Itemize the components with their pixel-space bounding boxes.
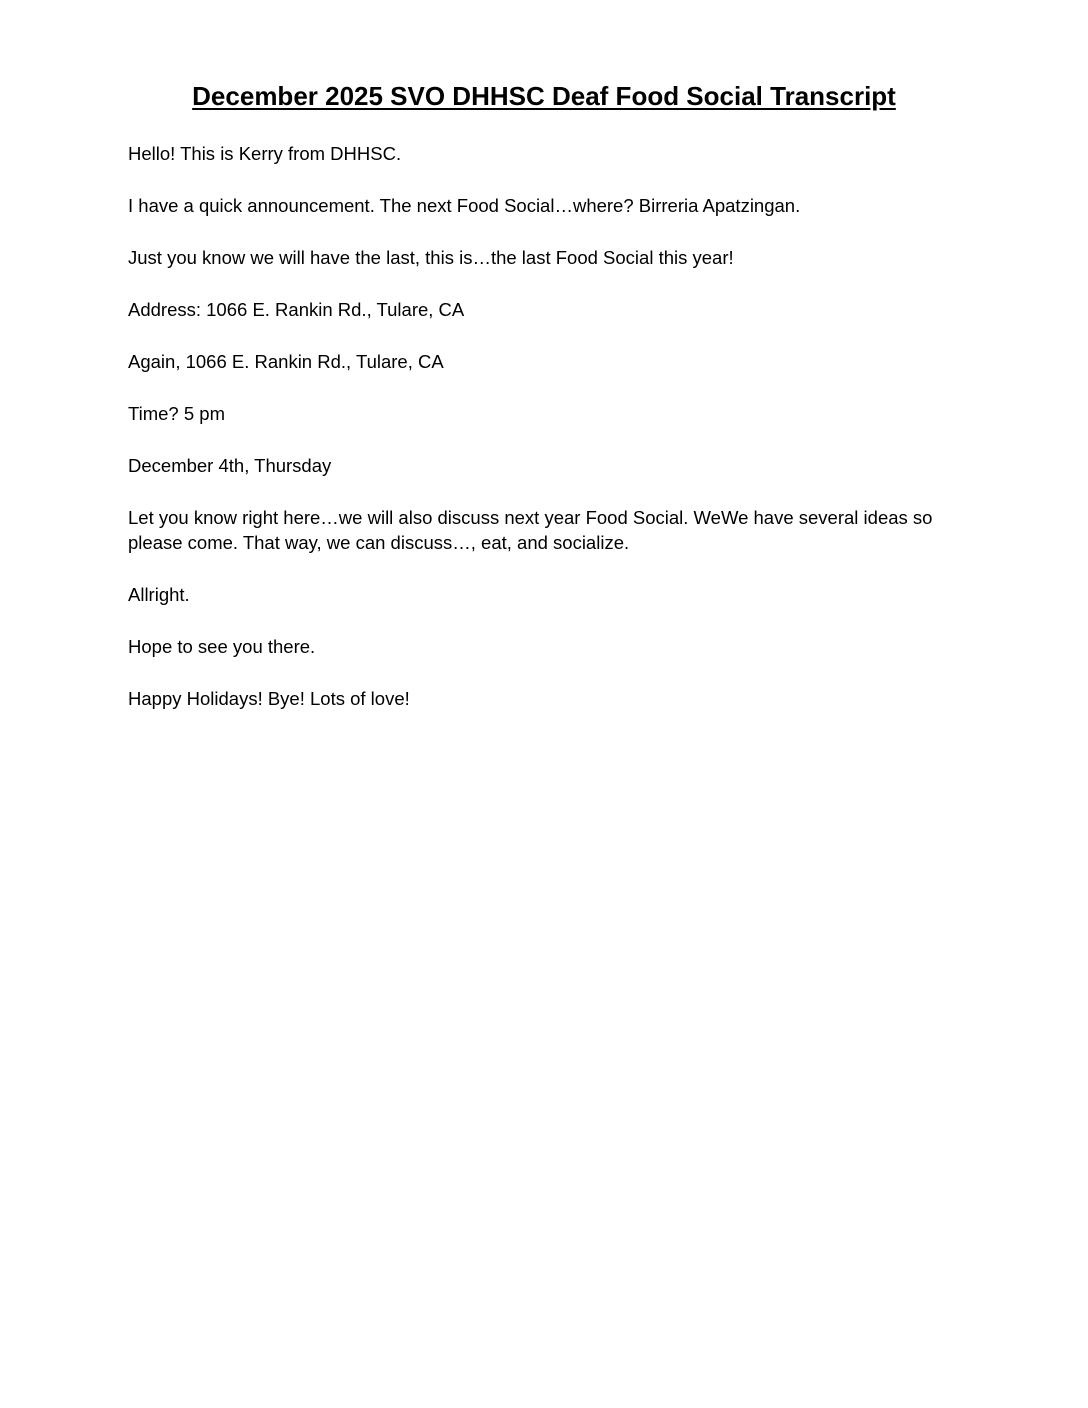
paragraph-last-social: Just you know we will have the last, this is…the last Food Social this year! [128,247,734,268]
paragraph-date: December 4th, Thursday [128,455,332,476]
paragraph-greeting: Hello! This is Kerry from DHHSC. [128,143,402,164]
paragraph-allright: Allright. [128,584,190,605]
paragraph-address: Address: 1066 E. Rankin Rd., Tulare, CA [128,299,465,320]
paragraph-address-repeat: Again, 1066 E. Rankin Rd., Tulare, CA [128,351,444,372]
paragraph-time: Time? 5 pm [128,403,225,424]
paragraph-discussion: Let you know right here…we will also discuss next year Food Social. WeWe have several ideas so please come. That way, we can discuss…, eat, and socialize. [128,507,933,553]
document-body [128,141,968,738]
document-title: December 2025 SVO DHHSC Deaf Food Social Transcript [192,81,896,111]
paragraph-announcement: I have a quick announcement. The next Food Social…where? Birreria Apatzingan. [128,195,801,216]
paragraph-closing: Happy Holidays! Bye! Lots of love! [128,688,410,709]
paragraph-hope: Hope to see you there. [128,636,316,657]
